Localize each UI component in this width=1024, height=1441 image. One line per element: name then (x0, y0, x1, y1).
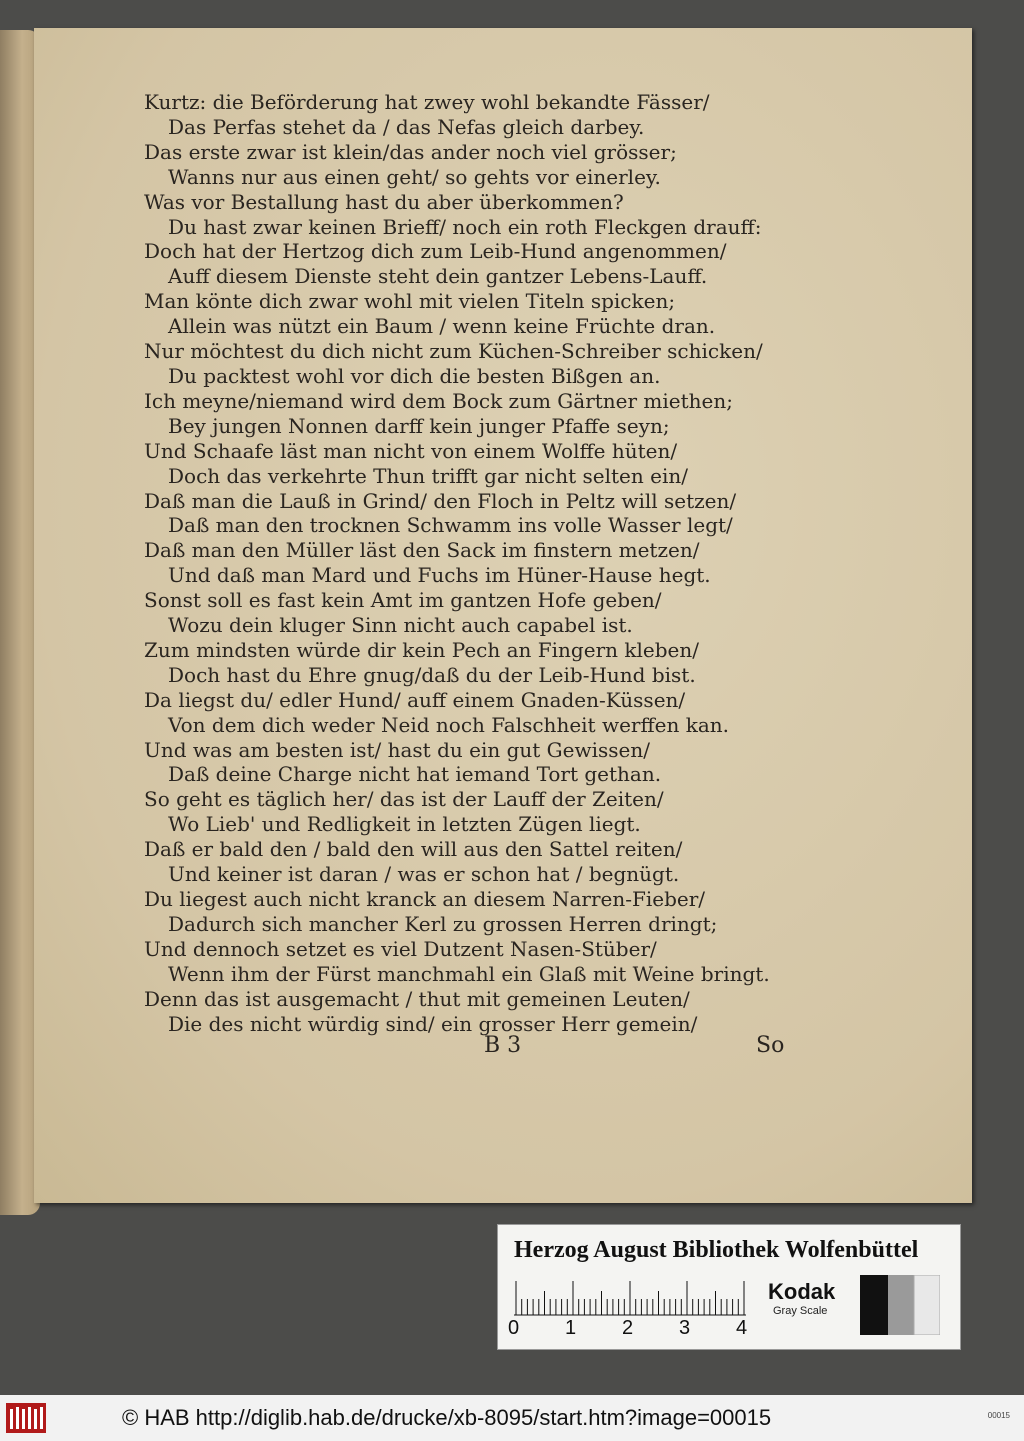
text-line: Wanns nur aus einen geht/ so gehts vor einerley. (168, 164, 661, 189)
text-line: Ich meyne/niemand wird dem Bock zum Gärtner miethen; (144, 388, 733, 413)
text-line: Man könte dich zwar wohl mit vielen Titeln spicken; (144, 289, 676, 314)
ruler-label: 1 (565, 1317, 577, 1339)
text-line: Wenn ihm der Fürst manchmahl ein Glaß mit Weine bringt. (168, 961, 770, 986)
page-footer (34, 1033, 834, 1063)
text-line: Doch das verkehrte Thun trifft gar nicht selten ein/ (168, 463, 688, 488)
page-number: 00015 (987, 1411, 1010, 1420)
text-line: Und daß man Mard und Fuchs im Hüner-Hause hegt. (168, 563, 711, 588)
hab-logo-icon (6, 1403, 46, 1433)
text-line: Und Schaafe läst man nicht von einem Wolffe hüten/ (144, 438, 678, 463)
ruler-label: 4 (736, 1317, 748, 1339)
ruler-label: 2 (622, 1317, 634, 1339)
text-line: Doch hast du Ehre gnug/daß du der Leib-Hund bist. (168, 662, 696, 687)
signature-mark: B 3 (484, 1033, 522, 1058)
copyright-link[interactable]: © HAB http://diglib.hab.de/drucke/xb-8095/start.htm?image=00015 (122, 1405, 772, 1430)
text-line: Du liegest auch nicht kranck an diesem Narren-Fieber/ (144, 887, 706, 911)
ruler-scale (514, 1277, 754, 1317)
gray-patches (860, 1275, 940, 1335)
text-line: Auff diesem Dienste steht dein gantzer Lebens-Lauff. (168, 264, 708, 289)
gray-scale-label: Gray Scale (773, 1305, 828, 1317)
text-line: Da liegst du/ edler Hund/ auff einem Gnaden-Küssen/ (144, 687, 686, 712)
text-line: Du packtest wohl vor dich die besten Bißgen an. (168, 363, 661, 388)
text-line: Daß man die Lauß in Grind/ den Floch in Peltz will setzen/ (144, 488, 737, 513)
text-line: Und keiner ist daran / was er schon hat / begnügt. (168, 862, 680, 887)
text-line: Das Perfas stehet da / das Nefas gleich darbey. (168, 114, 645, 139)
text-line: Und dennoch setzet es viel Dutzent Nasen-Stüber/ (144, 936, 657, 961)
text-line: Kurtz: die Beförderung hat zwey wohl bekandte Fässer/ (144, 90, 710, 114)
text-line: Nur möchtest du dich nicht zum Küchen-Schreiber schicken/ (144, 339, 763, 364)
text-line: Dadurch sich mancher Kerl zu grossen Herren dringt; (168, 911, 718, 936)
text-line: Von dem dich weder Neid noch Falschheit werffen kan. (168, 712, 730, 737)
text-line: Daß deine Charge nicht hat iemand Tort gethan. (168, 762, 662, 787)
text-line: Wozu dein kluger Sinn nicht auch capabel ist. (168, 613, 633, 638)
text-line: Daß man den Müller läst den Sack im finstern metzen/ (144, 538, 700, 563)
text-line: Daß er bald den / bald den will aus den Sattel reiten/ (144, 837, 683, 862)
text-line: Du hast zwar keinen Brieff/ noch ein roth Fleckgen drauff: (168, 214, 762, 239)
poem-text (144, 90, 884, 1036)
book-page (34, 28, 972, 1203)
text-line: Sonst soll es fast kein Amt im gantzen Hofe geben/ (144, 588, 662, 613)
text-line: Daß man den trocknen Schwamm ins volle Wasser legt/ (168, 513, 733, 538)
color-calibration-card (497, 1224, 961, 1350)
text-line: Was vor Bestallung hast du aber überkommen? (144, 189, 624, 214)
catchword: So (756, 1033, 785, 1058)
library-name: Herzog August Bibliothek Wolfenbüttel (514, 1237, 919, 1263)
text-line: So geht es täglich her/ das ist der Lauff der Zeiten/ (144, 787, 664, 812)
text-line: Zum mindsten würde dir kein Pech an Fingern kleben/ (144, 637, 699, 662)
ruler-label: 3 (679, 1317, 691, 1339)
text-line: Wo Lieb' und Redligkeit in letzten Zügen liegt. (168, 812, 641, 837)
text-line: Denn das ist ausgemacht / thut mit gemeinen Leuten/ (144, 986, 690, 1011)
kodak-brand: Kodak (768, 1279, 836, 1304)
text-line: Das erste zwar ist klein/das ander noch viel grösser; (144, 139, 677, 164)
text-line: Allein was nützt ein Baum / wenn keine Früchte dran. (168, 314, 716, 339)
footer-bar (0, 1395, 1024, 1441)
text-line: Bey jungen Nonnen darff kein junger Pfaffe seyn; (168, 413, 670, 438)
text-line: Die des nicht würdig sind/ ein grosser Herr gemein/ (168, 1011, 698, 1036)
ruler-label: 0 (508, 1317, 520, 1339)
text-line: Und was am besten ist/ hast du ein gut Gewissen/ (144, 737, 650, 762)
text-line: Doch hat der Hertzog dich zum Leib-Hund angenommen/ (144, 239, 727, 264)
